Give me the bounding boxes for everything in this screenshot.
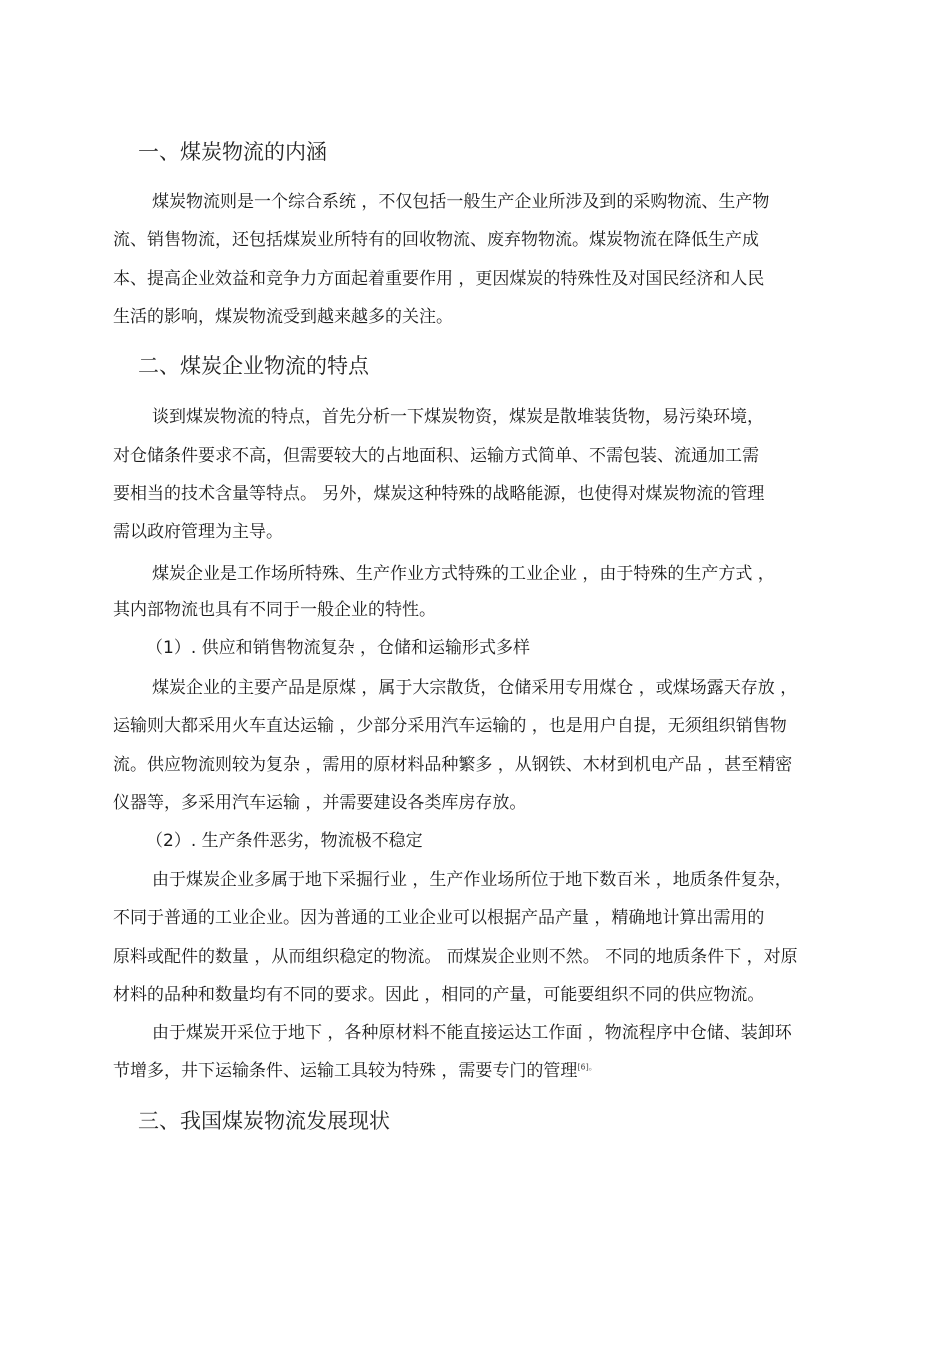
- paragraph-line: 流。供应物流则较为复杂 ，需用的原材料品种繁多 ，从钢铁、木材到机电产品 ，甚至精密: [113, 755, 793, 775]
- paragraph-line: 煤炭物流则是一个综合系统 ，不仅包括一般生产企业所涉及到的采购物流、生产物: [152, 192, 770, 212]
- paragraph-line-text: 节增多，井下运输条件、运输工具较为特殊 ，需要专门的管理: [113, 1061, 578, 1081]
- paragraph-line: 不同于普通的工业企业。因为普通的工业企业可以根据产品产量 ，精确地计算出需用的: [113, 908, 765, 928]
- section-3-heading: 三、我国煤炭物流发展现状: [138, 1109, 390, 1133]
- paragraph-line: 本、提高企业效益和竞争力方面起着重要作用 ，更因煤炭的特殊性及对国民经济和人民: [113, 269, 765, 289]
- paragraph-line: 仪器等，多采用汽车运输 ，并需要建设各类库房存放。: [113, 793, 527, 813]
- paragraph-line: 对仓储条件要求不高，但需要较大的占地面积、运输方式简单、不需包装、流通加工需: [113, 446, 759, 466]
- section-1-heading: 一、煤炭物流的内涵: [138, 140, 327, 164]
- paragraph-line: 由于煤炭企业多属于地下采掘行业 ，生产作业场所位于地下数百米 ，地质条件复杂，: [152, 870, 792, 890]
- paragraph-line: 材料的品种和数量均有不同的要求。因此 ，相同的产量，可能要组织不同的供应物流。: [113, 985, 765, 1005]
- subheading-line: （1）. 供应和销售物流复杂 ，仓储和运输形式多样: [146, 638, 531, 658]
- paragraph-line: 运输则大都采用火车直达运输 ，少部分采用汽车运输的 ，也是用户自提，无须组织销售物: [113, 716, 787, 736]
- paragraph-line: 其内部物流也具有不同于一般企业的特性。: [113, 600, 436, 620]
- paragraph-line: [113, 1060, 597, 1082]
- paragraph-line: 由于煤炭开采位于地下 ，各种原材料不能直接运达工作面 ，物流程序中仓储、装卸环: [152, 1023, 792, 1043]
- paragraph-line: 需以政府管理为主导。: [113, 522, 283, 542]
- paragraph-line: 煤炭企业的主要产品是原煤 ，属于大宗散货，仓储采用专用煤仓 ，或煤场露天存放 ，: [152, 678, 798, 698]
- subheading-line: （2）. 生产条件恶劣，物流极不稳定: [146, 831, 423, 851]
- paragraph-line: 要相当的技术含量等特点。 另外，煤炭这种特殊的战略能源，也使得对煤炭物流的管理: [113, 484, 765, 504]
- paragraph-line: 原料或配件的数量 ，从而组织稳定的物流。 而煤炭企业则不然。 不同的地质条件下 ，对原: [113, 947, 798, 967]
- paragraph-line: 流、销售物流，还包括煤炭业所特有的回收物流、废弃物物流。煤炭物流在降低生产成: [113, 230, 759, 250]
- paragraph-line: 谈到煤炭物流的特点，首先分析一下煤炭物资，煤炭是散堆装货物，易污染环境，: [152, 407, 764, 427]
- paragraph-line: 生活的影响，煤炭物流受到越来越多的关注。: [113, 307, 453, 327]
- citation-marker: [6]。: [577, 1062, 597, 1072]
- section-2-heading: 二、煤炭企业物流的特点: [138, 354, 369, 378]
- paragraph-line: 煤炭企业是工作场所特殊、生产作业方式特殊的工业企业 ，由于特殊的生产方式 ，: [152, 564, 775, 584]
